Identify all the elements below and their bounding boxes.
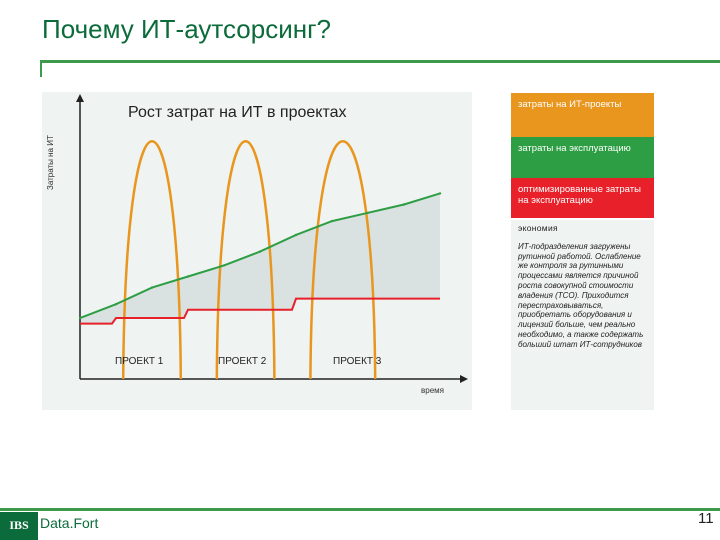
- operation-point-8: [367, 212, 369, 214]
- operation-point-9: [403, 203, 405, 205]
- ibs-logo: IBS: [0, 512, 38, 540]
- title-rule-corner: [40, 63, 42, 77]
- operation-point-4: [223, 264, 225, 266]
- datafort-logo: Data.Fort: [40, 515, 99, 531]
- operation-point-7: [331, 220, 333, 222]
- legend-item-operation: [511, 137, 654, 178]
- economy-label: экономия: [518, 223, 558, 233]
- x-axis-arrow: [460, 375, 468, 383]
- title-underline: [40, 60, 720, 63]
- legend-label: затраты на ИТ-проекты: [518, 99, 622, 110]
- legend-item-economy: [511, 220, 654, 410]
- operation-point-5: [259, 250, 261, 252]
- operation-point-0: [79, 317, 81, 319]
- operation-point-3: [187, 275, 189, 277]
- project-1-label: ПРОЕКТ 1: [115, 356, 164, 367]
- project-curve-1: [123, 141, 181, 379]
- y-axis-label: Затраты на ИТ: [46, 135, 55, 190]
- operation-point-2: [151, 286, 153, 288]
- economy-description: ИТ-подразделения загружены рутинной работой. Ослабление же контроля за рутинными процессами является причиной роста совокупной стоимости владения (TCO). Приходится перестраховываться, приобретать оборудования и лицензий больше, чем реально необходимо, а также содержать больший штат ИТ-сотрудников: [518, 241, 644, 349]
- operation-point-10: [439, 192, 441, 194]
- project-2-label: ПРОЕКТ 2: [218, 356, 267, 367]
- chart-title: Рост затрат на ИТ в проектах: [128, 104, 347, 121]
- slide-title: Почему ИТ-аутсорсинг?: [42, 14, 332, 44]
- operation-point-6: [295, 234, 297, 236]
- x-axis-label: время: [421, 386, 444, 395]
- project-3-label: ПРОЕКТ 3: [333, 356, 382, 367]
- y-axis-arrow: [76, 94, 84, 102]
- legend-item-optimized: [511, 178, 654, 218]
- page-number: 11: [698, 510, 714, 527]
- legend-label: затраты на эксплуатацию: [518, 143, 631, 154]
- operation-point-1: [115, 303, 117, 305]
- legend-item-projects: [511, 93, 654, 143]
- legend-label: оптимизированные затраты на эксплуатацию: [518, 184, 641, 206]
- economy-area: [80, 193, 440, 323]
- footer-rule: [0, 508, 720, 511]
